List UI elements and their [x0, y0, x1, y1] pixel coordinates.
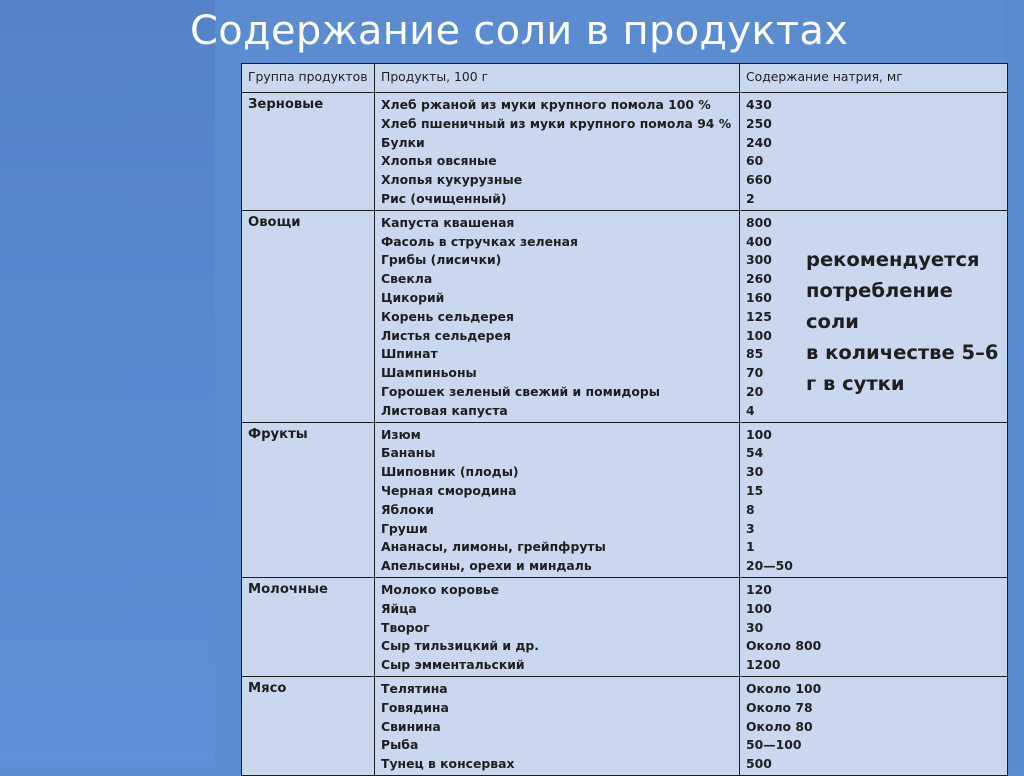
sodium-value: 125 [746, 308, 772, 324]
products-cell [375, 93, 740, 211]
sodium-value: 800 [746, 214, 772, 230]
product-name: Шампиньоны [381, 365, 477, 381]
group-cell [242, 422, 375, 577]
sodium-value: 60 [746, 153, 764, 169]
group-name: Овощи [248, 214, 301, 230]
product-name: Хлеб ржаной из муки крупного помола 100 % [381, 97, 711, 112]
product-name: Бананы [381, 445, 436, 461]
sodium-value: 250 [746, 115, 772, 131]
product-name: Телятина [381, 680, 448, 696]
table-row [242, 93, 1008, 211]
products-cell [375, 676, 740, 775]
sodium-cell [740, 422, 1008, 577]
table-row [242, 422, 1008, 577]
sodium-value: 120 [746, 581, 772, 597]
table-row [242, 676, 1008, 775]
slide-title: Содержание соли в продуктах [190, 8, 849, 54]
sodium-value: 400 [746, 233, 772, 249]
sodium-value: Около 80 [746, 718, 813, 734]
sodium-value: 260 [746, 271, 772, 287]
table-row [242, 577, 1008, 676]
sodium-value: 3 [746, 520, 755, 536]
sodium-value: 240 [746, 134, 772, 150]
sodium-value: 30 [746, 464, 764, 480]
sodium-value: 100 [746, 600, 772, 616]
product-name: Творог [381, 619, 430, 635]
sodium-value: 430 [746, 97, 772, 112]
product-name: Тунец в консервах [381, 756, 515, 772]
product-name: Яйца [381, 600, 417, 616]
product-name: Ананасы, лимоны, грейпфруты [381, 539, 606, 555]
product-name: Сыр тильзицкий и др. [381, 638, 539, 654]
product-name: Молоко коровье [381, 581, 500, 597]
product-name: Сыр эмментальский [381, 657, 525, 673]
sodium-value: 30 [746, 619, 764, 635]
header-sodium: Содержание натрия, мг [740, 64, 1008, 93]
sodium-cell [740, 93, 1008, 211]
sodium-value: 15 [746, 482, 764, 498]
sodium-value: Около 800 [746, 638, 822, 654]
product-name: Свинина [381, 718, 441, 734]
sodium-value: 500 [746, 756, 772, 772]
group-cell [242, 676, 375, 775]
sodium-value: 54 [746, 445, 764, 461]
product-name: Говядина [381, 699, 449, 715]
sodium-value: 100 [746, 327, 772, 343]
sodium-cell [740, 577, 1008, 676]
group-cell [242, 93, 375, 211]
product-name: Изюм [381, 426, 421, 442]
header-group: Группа продуктов [242, 64, 375, 93]
product-name: Яблоки [381, 501, 434, 517]
sodium-value: 660 [746, 172, 772, 188]
sodium-value: 4 [746, 402, 755, 418]
sodium-value: 8 [746, 501, 755, 517]
table-header-row [242, 64, 1008, 93]
group-name: Фрукты [248, 426, 308, 442]
sodium-value: 1200 [746, 657, 781, 673]
group-name: Зерновые [248, 97, 324, 112]
product-name: Булки [381, 134, 425, 150]
group-name: Молочные [248, 581, 328, 597]
sodium-value: 1 [746, 539, 755, 555]
product-name: Цикорий [381, 289, 445, 305]
sodium-value: Около 78 [746, 699, 813, 715]
product-name: Листовая капуста [381, 402, 508, 418]
product-name: Листья сельдерея [381, 327, 511, 343]
left-background-panel [0, 0, 215, 767]
sodium-value: 20—50 [746, 558, 793, 574]
sodium-value: 85 [746, 346, 764, 362]
product-name: Рыба [381, 737, 419, 753]
group-cell [242, 577, 375, 676]
product-name: Хлопья кукурузные [381, 172, 523, 188]
products-cell [375, 577, 740, 676]
product-name: Шпинат [381, 346, 438, 362]
product-name: Черная смородина [381, 482, 517, 498]
header-products: Продукты, 100 г [375, 64, 740, 93]
products-cell [375, 422, 740, 577]
group-name: Мясо [248, 680, 287, 696]
sodium-value: 50—100 [746, 737, 802, 753]
sodium-value: 2 [746, 190, 755, 206]
sodium-value: 300 [746, 252, 772, 268]
product-name: Фасоль в стручках зеленая [381, 233, 578, 249]
product-name: Шиповник (плоды) [381, 464, 519, 480]
product-name: Хлопья овсяные [381, 153, 497, 169]
product-name: Грибы (лисички) [381, 252, 502, 268]
product-name: Корень сельдерея [381, 308, 514, 324]
product-name: Груши [381, 520, 428, 536]
sodium-value: 160 [746, 289, 772, 305]
recommendation-text [806, 244, 1006, 399]
recommendation-line: г в сутки [806, 372, 905, 395]
product-name: Хлеб пшеничный из муки крупного помола 94 % [381, 115, 732, 131]
product-name: Апельсины, орехи и миндаль [381, 558, 592, 574]
product-name: Капуста квашеная [381, 214, 515, 230]
sodium-value: 70 [746, 365, 764, 381]
recommendation-line: потребление [806, 279, 953, 302]
products-cell [375, 210, 740, 422]
sodium-content-table [241, 63, 1008, 776]
sodium-value: Около 100 [746, 680, 822, 696]
product-name: Свекла [381, 271, 433, 287]
table-body [242, 93, 1008, 776]
sodium-value: 100 [746, 426, 772, 442]
group-cell [242, 210, 375, 422]
recommendation-line: соли [806, 310, 859, 333]
recommendation-line: рекомендуется [806, 248, 980, 271]
product-name: Горошек зеленый свежий и помидоры [381, 383, 660, 399]
product-name: Рис (очищенный) [381, 190, 507, 206]
recommendation-line: в количестве 5–6 [806, 341, 999, 364]
sodium-value: 20 [746, 383, 764, 399]
sodium-cell [740, 676, 1008, 775]
